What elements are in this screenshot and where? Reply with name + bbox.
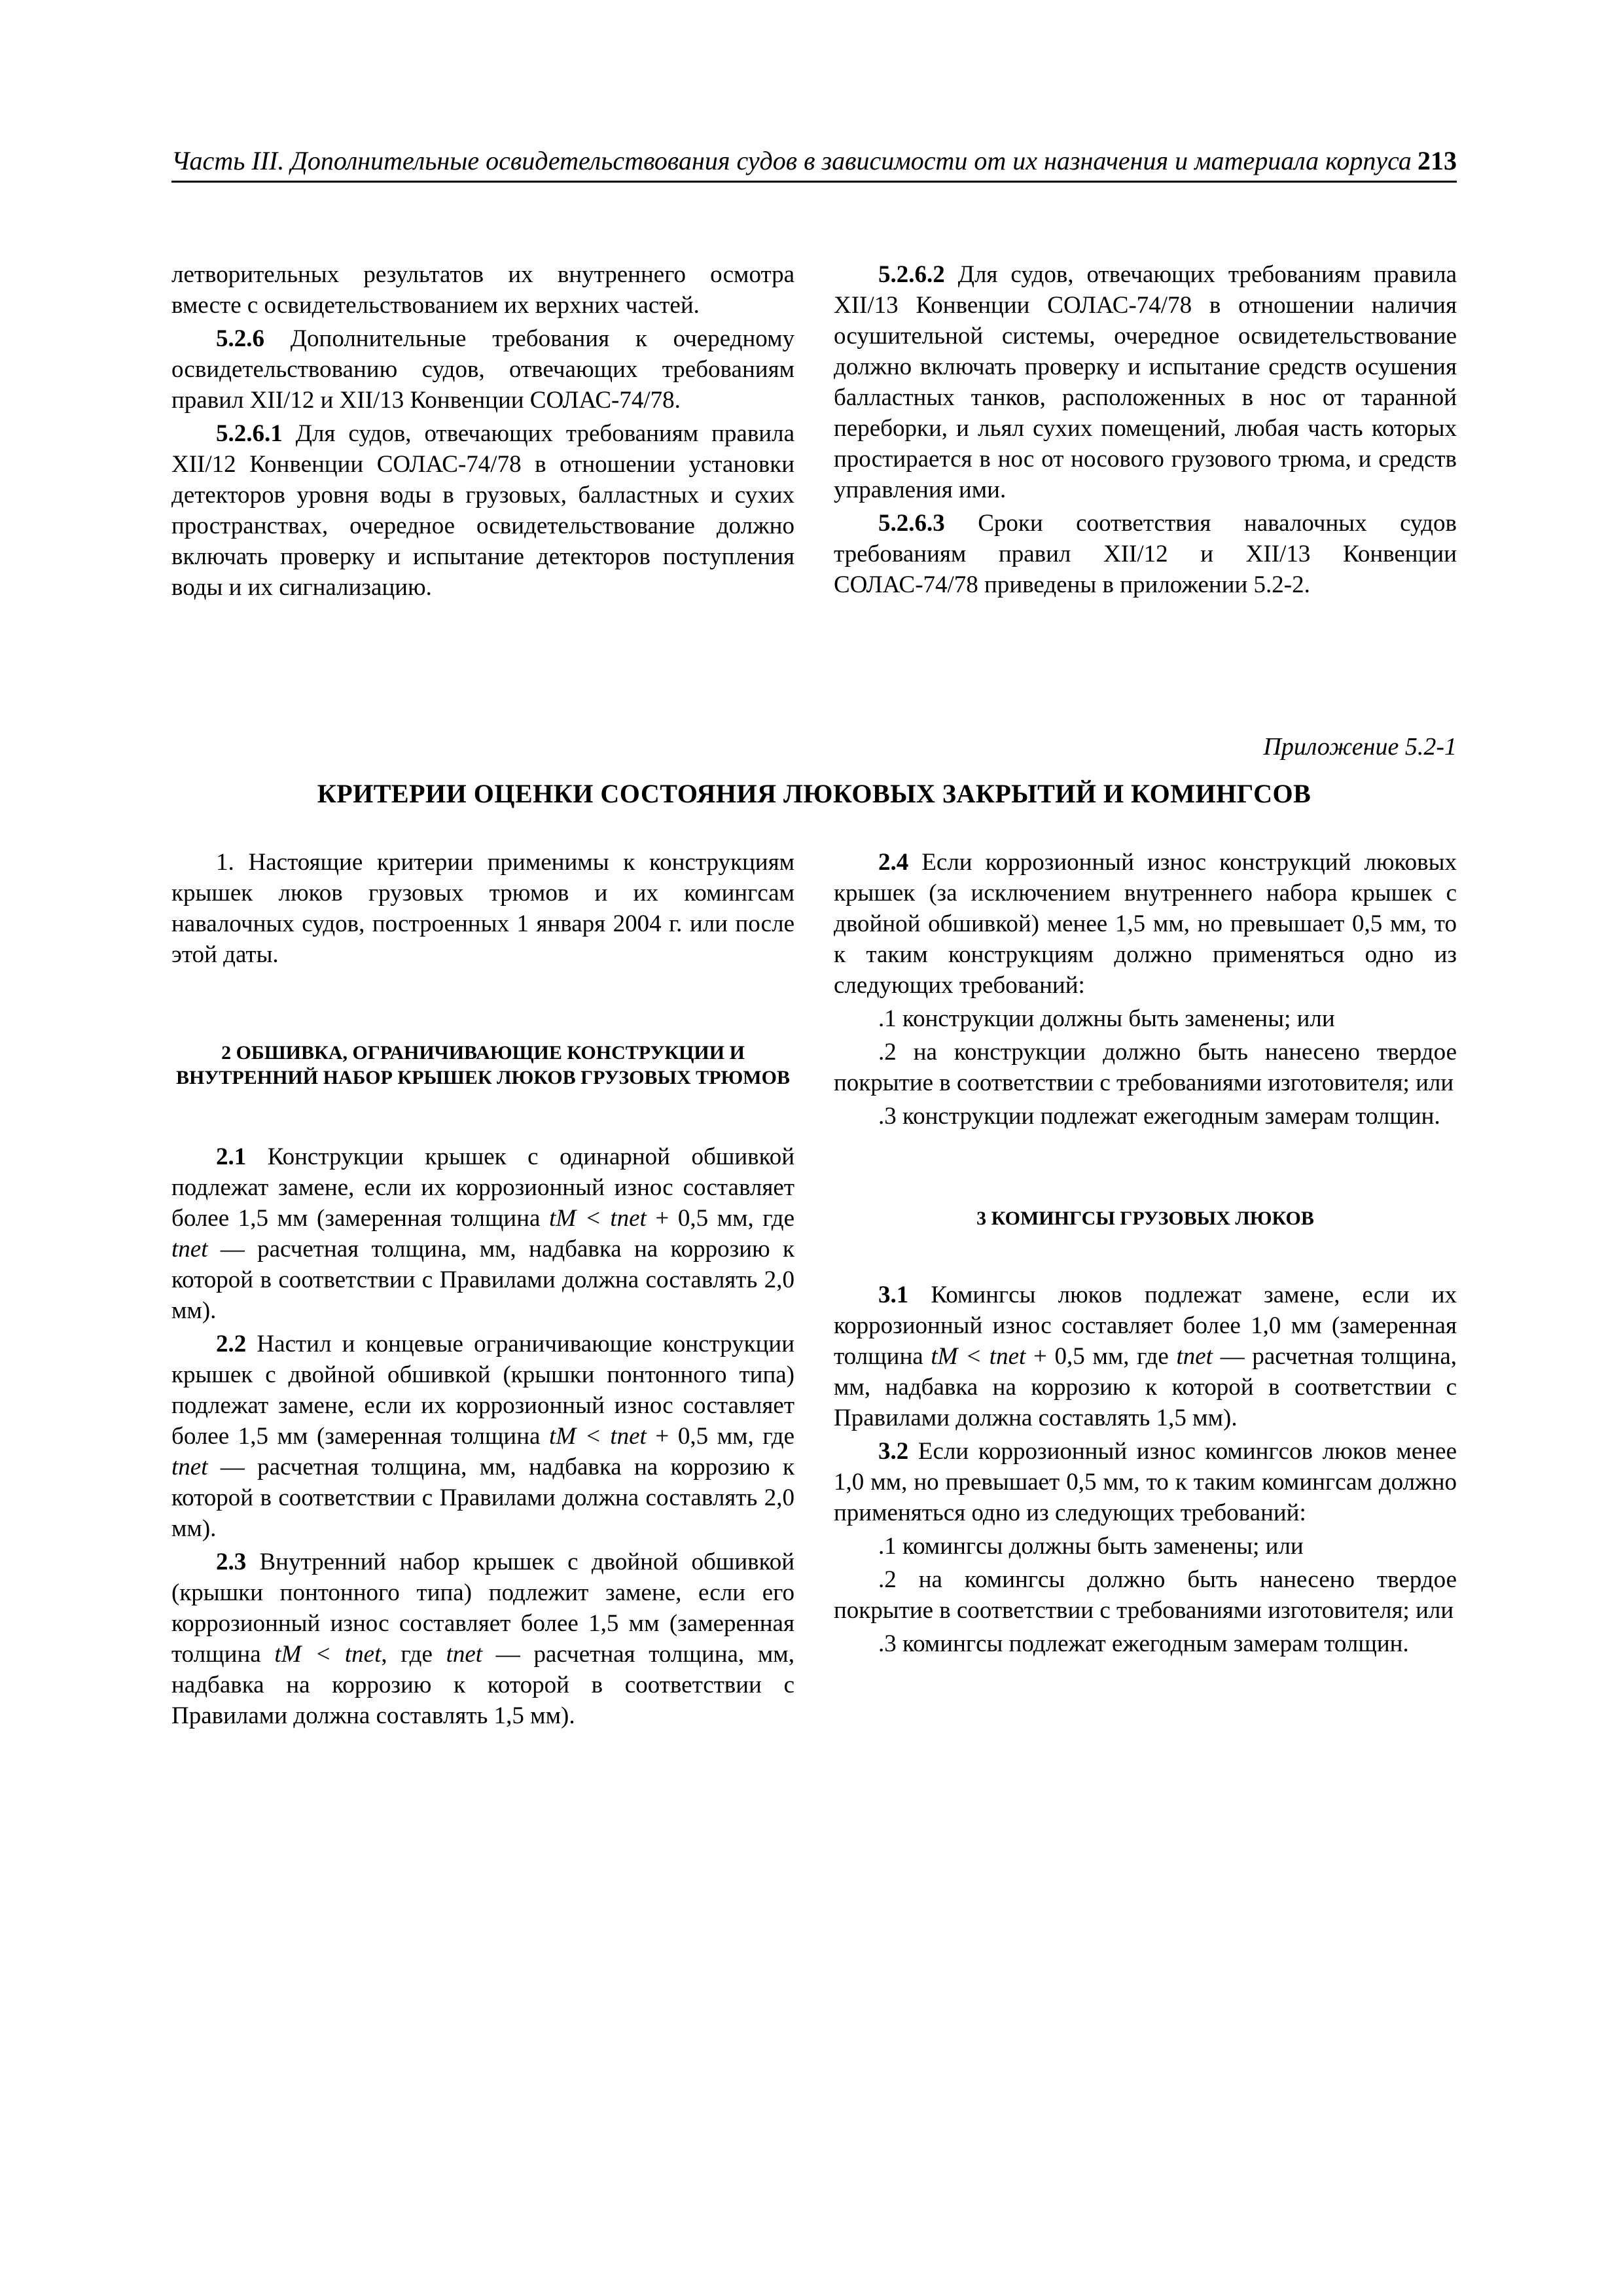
running-header (171, 143, 1457, 179)
running-header-title: Часть III. Дополнительные освидетельствования судов в зависимости от их назначения и материала корпуса (171, 146, 1412, 175)
paragraph-text: + 0,5 мм, где (1026, 1343, 1177, 1370)
paragraph-text: — расчетная толщина, мм, надбавка на коррозию к которой в соответствии с Правилами должна составлять 2,0 мм). (171, 1236, 794, 1324)
paragraph-2-3 (171, 1547, 794, 1731)
paragraph-5-2-6-3 (834, 508, 1457, 600)
paragraph-text: + 0,5 мм, где (646, 1205, 794, 1232)
section-3-heading: 3 КОМИНГСЫ ГРУЗОВЫХ ЛЮКОВ (976, 1208, 1314, 1229)
paragraph-text: Для судов, отвечающих требованиям правила ХII/13 Конвенции СОЛАС-74/78 в отношении наличия осушительной системы, очередное освидетельствование должно включать проверку и испытание средств осушения балластных танков, расположенных в нос от таранной переборки, и льял сухих помещений, любая часть которых простирается в нос от носового грузового трюма, и средств управления ими. (834, 261, 1457, 503)
paragraph-2-4 (834, 847, 1457, 1001)
column-left-bottom (171, 847, 794, 1734)
paragraph-text: Дополнительные требования к очередному освидетельствованию судов, отвечающих требованиям правил ХII/12 и ХII/13 Конвенции СОЛАС-74/78. (171, 325, 794, 414)
spacer (171, 973, 794, 1041)
paragraph-2-1 (171, 1141, 794, 1326)
clause-number: 5.2.6 (216, 325, 264, 352)
formula: tM < tnet (549, 1423, 647, 1450)
formula: tM < tnet (931, 1343, 1026, 1370)
spacer (834, 1134, 1457, 1206)
paragraph-text: , где (381, 1641, 446, 1668)
clause-number: 3.1 (878, 1282, 909, 1308)
paragraph-text: — расчетная толщина, мм, надбавка на коррозию к которой в соответствии с Правилами должна составлять 1,5 мм). (834, 1343, 1457, 1431)
clause-number: 5.2.6.2 (878, 261, 945, 288)
list-item: .2 на комингсы должно быть нанесено твердое покрытие в соответствии с требованиями изготовителя; или (834, 1566, 1457, 1624)
appendix-label: Приложение 5.2-1 (1263, 733, 1457, 761)
paragraph-text: — расчетная толщина, мм, надбавка на коррозию к которой в соответствии с Правилами должна составлять 2,0 мм). (171, 1454, 794, 1542)
paragraph-5-2-6-1 (171, 418, 794, 603)
formula: tM < tnet (274, 1641, 382, 1668)
paragraph-text: Комингсы люков подлежат замене, если их коррозионный износ составляет более 1,0 мм (замеренная толщина (834, 1282, 1457, 1370)
paragraph-text: Сроки соответствия навалочных судов требованиям правил ХII/12 и ХII/13 Конвенции СОЛАС-74/78 приведены в приложении 5.2-2. (834, 510, 1457, 598)
paragraph-text: Для судов, отвечающих требованиям правила ХII/12 Конвенции СОЛАС-74/78 в отношении установки детекторов уровня воды в грузовых, балластных и сухих пространствах, очередное освидетельствование должно включать проверку и испытание детекторов поступления воды и их сигнализацию. (171, 420, 794, 601)
paragraph-3-1 (834, 1280, 1457, 1433)
paragraph-text: Конструкции крышек с одинарной обшивкой подлежат замене, если их коррозионный износ составляет более 1,5 мм (замеренная толщина (171, 1143, 794, 1232)
list-item: .3 комингсы подлежат ежегодным замерам толщин. (878, 1630, 1409, 1657)
paragraph-text: Внутренний набор крышек с двойной обшивкой (крышки понтонного типа) подлежит замене, если его коррозионный износ составляет более 1,5 мм (замеренная толщина (171, 1549, 794, 1668)
list-item: .1 комингсы должны быть заменены; или (878, 1533, 1304, 1560)
clause-number: 3.2 (878, 1438, 909, 1465)
section-title: КРИТЕРИИ ОЦЕНКИ СОСТОЯНИЯ ЛЮКОВЫХ ЗАКРЫТИЙ И КОМИНГСОВ (317, 779, 1311, 808)
paragraph-text: + 0,5 мм, где (646, 1423, 794, 1450)
section-2-heading: 2 ОБШИВКА, ОГРАНИЧИВАЮЩИЕ КОНСТРУКЦИИ И ВНУТРЕННИЙ НАБОР КРЫШЕК ЛЮКОВ ГРУЗОВЫХ ТРЮМОВ (176, 1042, 790, 1088)
paragraph-5-2-6-2 (834, 259, 1457, 505)
paragraph-2-2 (171, 1329, 794, 1544)
formula: tnet (1176, 1343, 1213, 1370)
page-number: 213 (1418, 146, 1457, 175)
paragraph-text: — расчетная толщина, мм, надбавка на коррозию к которой в соответствии с Правилами должна составлять 1,5 мм). (171, 1641, 794, 1729)
clause-number: 2.1 (216, 1143, 247, 1170)
paragraph-1: 1. Настоящие критерии применимы к конструкциям крышек люков грузовых трюмов и их комингсам навалочных судов, построенных 1 января 2004 г. или после этой даты. (171, 849, 794, 968)
spacer (171, 1093, 794, 1141)
list-item: .1 конструкции должны быть заменены; или (878, 1005, 1335, 1032)
formula: tnet (171, 1454, 208, 1480)
list-item: .2 на конструкции должно быть нанесено твердое покрытие в соответствии с требованиями изготовителя; или (834, 1039, 1457, 1096)
column-left-top (171, 259, 794, 605)
formula: tnet (446, 1641, 483, 1668)
column-right-top (834, 259, 1457, 603)
formula: tM < tnet (549, 1205, 647, 1232)
list-item: .3 конструкции подлежат ежегодным замерам толщин. (878, 1103, 1440, 1130)
clause-number: 2.4 (878, 849, 909, 876)
paragraph-3-2 (834, 1436, 1457, 1528)
clause-number: 5.2.6.1 (216, 420, 283, 447)
clause-number: 5.2.6.3 (878, 510, 945, 537)
column-right-bottom (834, 847, 1457, 1662)
paragraph-text: Если коррозионный износ комингсов люков менее 1,0 мм, но превышает 0,5 мм, то к таким комингсам должно применяться одно из следующих требований: (834, 1438, 1457, 1526)
clause-number: 2.2 (216, 1331, 247, 1357)
clause-number: 2.3 (216, 1549, 247, 1575)
formula: tnet (171, 1236, 208, 1263)
paragraph-text: Если коррозионный износ конструкций люковых крышек (за исключением внутреннего набора крышек с двойной обшивкой) менее 1,5 мм, но превышает 0,5 мм, то к таким конструкциям должно применяться одно из следующих требований: (834, 849, 1457, 999)
paragraph-text: Настил и концевые ограничивающие конструкции крышек с двойной обшивкой (крышки понтонного типа) подлежат замене, если их коррозионный износ составляет более 1,5 мм (замеренная толщина (171, 1331, 794, 1450)
paragraph-continuation: летворительных результатов их внутреннего осмотра вместе с освидетельствованием их верхних частей. (171, 261, 794, 319)
spacer (834, 1234, 1457, 1280)
header-rule (171, 181, 1457, 183)
paragraph-5-2-6 (171, 323, 794, 416)
